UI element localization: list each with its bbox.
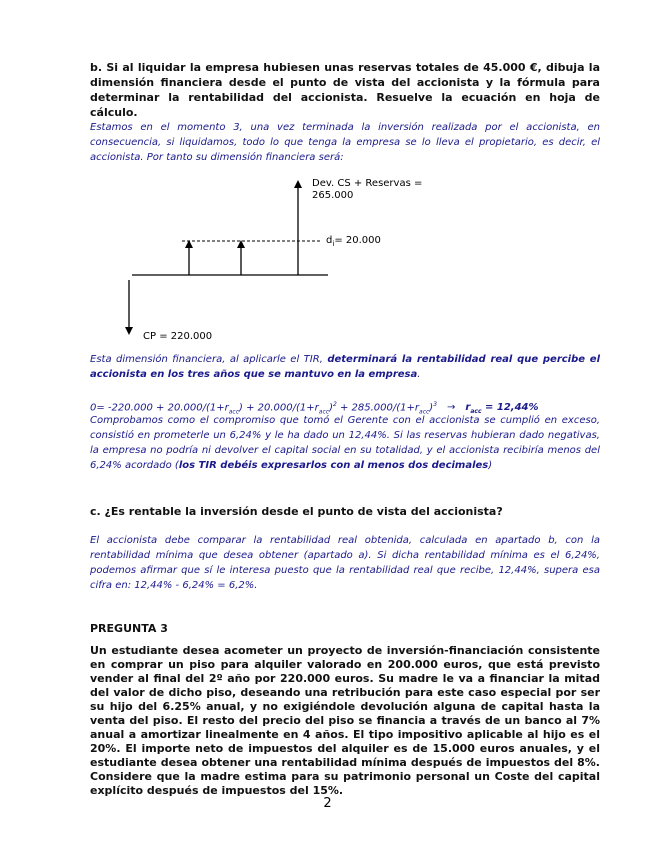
final-return-arrow (294, 180, 302, 275)
pregunta-3-body: Un estudiante desea acometer un proyecto de inversión-financiación consistente en comprar un piso para alquiler valorado en 200.000 euros, que está previsto vender al final del 2º año por 220.000 euros. Su madre le va a financiar la mitad del valor de dicho piso, deseando una retribución para este caso especial por ser su hijo del 6.25% anual, y no exigiéndole devolución alguna de capital hasta la venta del piso. El resto del precio del piso se financia a través de un banco al 7% anual a amortizar linealmente en 4 años. El tipo impositivo aplicable al hijo es el 20%. El importe neto de impuestos del alquiler es de 15.000 euros anuales, y el estudiante desea obtener una rentabilidad mínima después de impuestos del 8%. Considere que la madre estima para su patrimonio personal un Coste del capital explícito después de impuestos del 15%. (90, 644, 600, 797)
initial-capital-arrow (125, 280, 133, 335)
section-c-answer: El accionista debe comparar la rentabilidad real obtenida, calculada en apartado b, con la rentabilidad mínima que desea obtener (apartado a). Si dicha rentabilidad mínima es el 6,24%, podemos afirmar que sí le interesa puesto que la rentabilidad real que recibe, 12,44%, supera esa cifra en: 12,44% - 6,24% = 6,2%. (90, 535, 600, 591)
initial-capital-label: CP = 220.000 (143, 331, 213, 342)
pregunta-3-heading: PREGUNTA 3 (90, 622, 168, 635)
dividend-arrow-2 (237, 240, 245, 275)
section-b-intro: Estamos en el momento 3, una vez terminada la inversión realizada por el accionista, en consecuencia, si liquidamos, todo lo que tenga la empresa se lo lleva el propietario, es decir, el accionista. Por tanto su dimensión financiera será: (90, 122, 600, 163)
dividend-label: $d_i= 20.000$ (326, 235, 381, 248)
dividend-arrow-1 (185, 240, 193, 275)
top-return-label: Dev. CS + Reservas = 265.000 (312, 178, 423, 201)
section-b-question: b. Si al liquidar la empresa hubiesen unas reservas totales de 45.000 €, dibuja la dimensión financiera desde el punto de vista del accionista y la fórmula para determinar la rentabilidad del accionista. Resuelve la ecuación en hoja de cálculo. (90, 61, 600, 119)
irr-equation: $0= -220.000 + 20.000/(1+r_{acc}) + 20.000/(1+r_{acc})^2 + 285.000/(1+r_{acc})^3 \to r_{acc} = 12,44\%$ (90, 401, 539, 416)
tir-paragraph: Esta dimensión financiera, al aplicarle el TIR, determinará la rentabilidad real que percibe el accionista en los tres años que se mantuvo en la empresa. (90, 354, 601, 380)
implies-arrow: → (447, 402, 456, 414)
page-number: 2 (323, 796, 332, 811)
section-c-question: c. ¿Es rentable la inversión desde el punto de vista del accionista? (90, 505, 503, 518)
conclusion-paragraph: Comprobamos como el compromiso que tomó el Gerente con el accionista se cumplió en exceso, consistió en prometerle un 6,24% y le ha dado un 12,44%. Si las reservas hubieran dado negativas, la empresa no podría ni devolver el capital social en su totalidad, y el accionista recibiría menos del 6,24% acordado (los TIR debéis expresarlos con al menos dos decimales) (90, 415, 600, 471)
irr-result: $r_{acc} = 12,44\%$ (465, 402, 539, 416)
